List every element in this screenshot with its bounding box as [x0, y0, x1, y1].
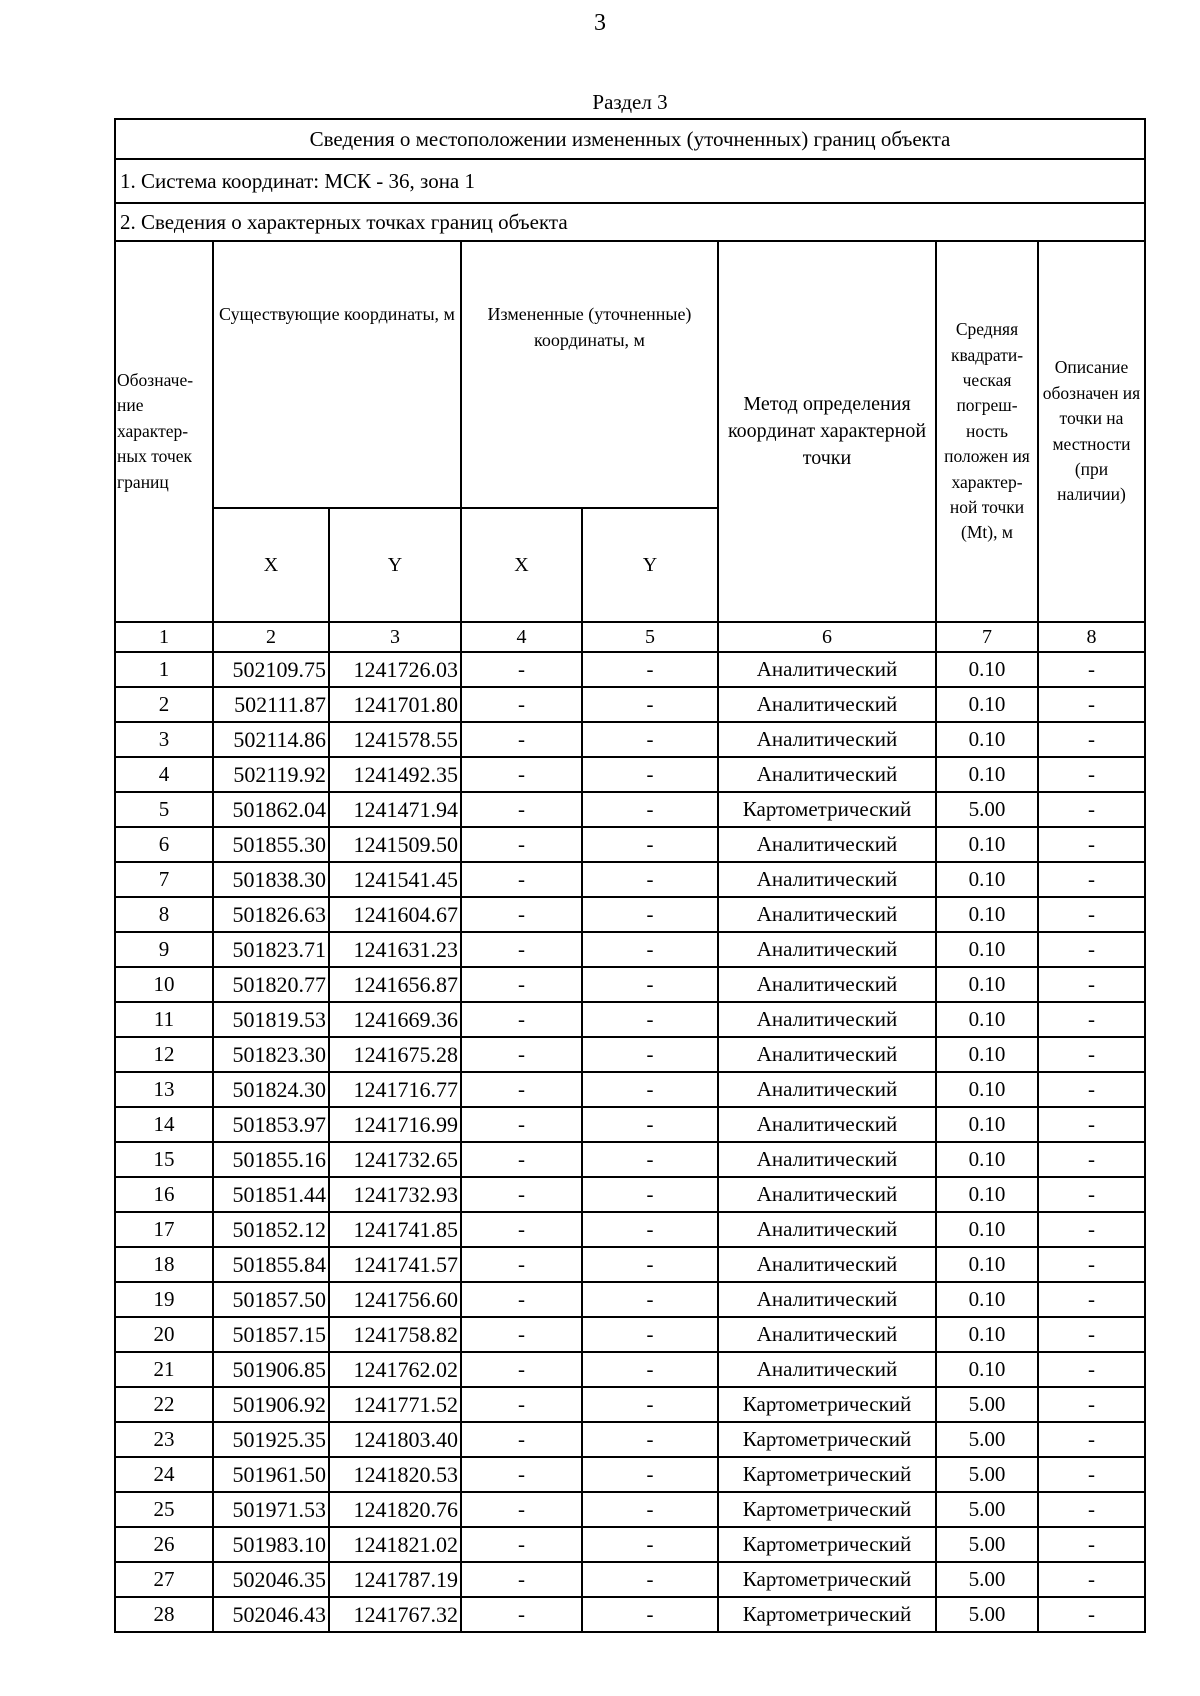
method: Аналитический [718, 757, 936, 792]
point-description: - [1038, 1282, 1145, 1317]
method: Аналитический [718, 652, 936, 687]
changed-y: - [582, 652, 718, 687]
changed-y: - [582, 1072, 718, 1107]
existing-y: 1241771.52 [329, 1387, 461, 1422]
existing-y: 1241732.65 [329, 1142, 461, 1177]
changed-y: - [582, 1457, 718, 1492]
point-number: 1 [115, 652, 213, 687]
column-number: 7 [936, 622, 1038, 652]
changed-x: - [461, 1457, 582, 1492]
point-number: 10 [115, 967, 213, 1002]
point-description: - [1038, 897, 1145, 932]
changed-y: - [582, 1107, 718, 1142]
mean-square-error: 5.00 [936, 1492, 1038, 1527]
mean-square-error: 0.10 [936, 897, 1038, 932]
point-description: - [1038, 652, 1145, 687]
method: Картометрический [718, 792, 936, 827]
point-number: 15 [115, 1142, 213, 1177]
point-number: 20 [115, 1317, 213, 1352]
existing-y: 1241767.32 [329, 1597, 461, 1632]
mean-square-error: 0.10 [936, 1037, 1038, 1072]
point-description: - [1038, 1317, 1145, 1352]
point-number: 13 [115, 1072, 213, 1107]
changed-y: - [582, 827, 718, 862]
existing-y: 1241741.57 [329, 1247, 461, 1282]
coordinate-system: 1. Система координат: МСК - 36, зона 1 [115, 159, 1145, 203]
header-x-changed: X [461, 508, 582, 622]
header-y-changed: Y [582, 508, 718, 622]
existing-x: 501852.12 [213, 1212, 329, 1247]
point-number: 19 [115, 1282, 213, 1317]
table-row [115, 1107, 1145, 1142]
table-row [115, 932, 1145, 967]
changed-y: - [582, 757, 718, 792]
column-number: 5 [582, 622, 718, 652]
table-row [115, 1212, 1145, 1247]
section-title: Раздел 3 [592, 90, 668, 114]
changed-x: - [461, 1247, 582, 1282]
point-number: 2 [115, 687, 213, 722]
existing-x: 502046.43 [213, 1597, 329, 1632]
point-number: 27 [115, 1562, 213, 1597]
mean-square-error: 0.10 [936, 1282, 1038, 1317]
mean-square-error: 0.10 [936, 652, 1038, 687]
changed-x: - [461, 1002, 582, 1037]
mean-square-error: 0.10 [936, 1002, 1038, 1037]
point-description: - [1038, 1597, 1145, 1632]
existing-x: 501961.50 [213, 1457, 329, 1492]
mean-square-error: 0.10 [936, 687, 1038, 722]
existing-y: 1241716.99 [329, 1107, 461, 1142]
header-point-label: Обозначе-ние характер-ных точек границ [115, 241, 213, 622]
existing-x: 501824.30 [213, 1072, 329, 1107]
header-error: Средняя квадрати-ческая погреш-ность положен ия характер-ной точки (Mt), м [936, 241, 1038, 622]
table-row [115, 1317, 1145, 1352]
changed-y: - [582, 967, 718, 1002]
changed-x: - [461, 1037, 582, 1072]
header-x-existing: X [213, 508, 329, 622]
point-description: - [1038, 1562, 1145, 1597]
changed-y: - [582, 1422, 718, 1457]
point-number: 6 [115, 827, 213, 862]
changed-x: - [461, 1352, 582, 1387]
existing-y: 1241741.85 [329, 1212, 461, 1247]
existing-y: 1241820.53 [329, 1457, 461, 1492]
column-number: 4 [461, 622, 582, 652]
changed-y: - [582, 1247, 718, 1282]
point-number: 14 [115, 1107, 213, 1142]
point-description: - [1038, 1177, 1145, 1212]
mean-square-error: 0.10 [936, 862, 1038, 897]
table-row [115, 1422, 1145, 1457]
changed-x: - [461, 827, 582, 862]
existing-x: 501823.71 [213, 932, 329, 967]
existing-x: 501855.16 [213, 1142, 329, 1177]
changed-x: - [461, 792, 582, 827]
existing-y: 1241541.45 [329, 862, 461, 897]
existing-y: 1241701.80 [329, 687, 461, 722]
method: Картометрический [718, 1422, 936, 1457]
point-number: 24 [115, 1457, 213, 1492]
method: Картометрический [718, 1597, 936, 1632]
changed-y: - [582, 1562, 718, 1597]
table-row [115, 1037, 1145, 1072]
header-changed-coords: Измененные (уточненные) координаты, м [461, 241, 718, 508]
table-row [115, 1072, 1145, 1107]
table-row [115, 1562, 1145, 1597]
existing-y: 1241509.50 [329, 827, 461, 862]
table-row [115, 862, 1145, 897]
existing-y: 1241578.55 [329, 722, 461, 757]
column-number: 2 [213, 622, 329, 652]
existing-x: 501823.30 [213, 1037, 329, 1072]
existing-x: 501857.50 [213, 1282, 329, 1317]
point-description: - [1038, 1107, 1145, 1142]
method: Картометрический [718, 1562, 936, 1597]
existing-x: 501851.44 [213, 1177, 329, 1212]
point-description: - [1038, 1527, 1145, 1562]
changed-x: - [461, 652, 582, 687]
method: Картометрический [718, 1387, 936, 1422]
existing-x: 501862.04 [213, 792, 329, 827]
existing-y: 1241656.87 [329, 967, 461, 1002]
point-number: 22 [115, 1387, 213, 1422]
existing-y: 1241726.03 [329, 652, 461, 687]
mean-square-error: 5.00 [936, 1457, 1038, 1492]
point-description: - [1038, 1492, 1145, 1527]
point-description: - [1038, 1247, 1145, 1282]
method: Аналитический [718, 1177, 936, 1212]
mean-square-error: 0.10 [936, 1352, 1038, 1387]
point-description: - [1038, 1457, 1145, 1492]
changed-y: - [582, 722, 718, 757]
mean-square-error: 0.10 [936, 1107, 1038, 1142]
method: Аналитический [718, 967, 936, 1002]
method: Картометрический [718, 1492, 936, 1527]
existing-y: 1241716.77 [329, 1072, 461, 1107]
point-description: - [1038, 1072, 1145, 1107]
changed-y: - [582, 1037, 718, 1072]
changed-x: - [461, 1177, 582, 1212]
changed-x: - [461, 1282, 582, 1317]
existing-x: 501855.30 [213, 827, 329, 862]
mean-square-error: 5.00 [936, 1387, 1038, 1422]
changed-x: - [461, 1527, 582, 1562]
point-description: - [1038, 722, 1145, 757]
existing-x: 501983.10 [213, 1527, 329, 1562]
method: Картометрический [718, 1457, 936, 1492]
header-method: Метод определения координат характерной точки [718, 241, 936, 622]
existing-x: 502046.35 [213, 1562, 329, 1597]
point-number: 26 [115, 1527, 213, 1562]
changed-x: - [461, 932, 582, 967]
method: Аналитический [718, 932, 936, 967]
table-row [115, 1002, 1145, 1037]
changed-y: - [582, 1387, 718, 1422]
existing-y: 1241492.35 [329, 757, 461, 792]
mean-square-error: 5.00 [936, 792, 1038, 827]
mean-square-error: 0.10 [936, 932, 1038, 967]
header-description: Описание обозначен ия точки на местности (при наличии) [1038, 241, 1145, 622]
changed-x: - [461, 1072, 582, 1107]
changed-y: - [582, 932, 718, 967]
page-number: 3 [594, 10, 606, 36]
existing-x: 501857.15 [213, 1317, 329, 1352]
point-number: 4 [115, 757, 213, 792]
table-row [115, 687, 1145, 722]
point-number: 3 [115, 722, 213, 757]
existing-x: 502109.75 [213, 652, 329, 687]
changed-y: - [582, 1352, 718, 1387]
existing-x: 501820.77 [213, 967, 329, 1002]
point-number: 18 [115, 1247, 213, 1282]
table-row [115, 1492, 1145, 1527]
existing-x: 501838.30 [213, 862, 329, 897]
mean-square-error: 0.10 [936, 827, 1038, 862]
method: Аналитический [718, 897, 936, 932]
changed-y: - [582, 1212, 718, 1247]
table-row [115, 897, 1145, 932]
changed-x: - [461, 1142, 582, 1177]
changed-x: - [461, 1492, 582, 1527]
column-number: 1 [115, 622, 213, 652]
mean-square-error: 0.10 [936, 967, 1038, 1002]
point-number: 21 [115, 1352, 213, 1387]
existing-y: 1241669.36 [329, 1002, 461, 1037]
table-row [115, 1387, 1145, 1422]
point-number: 7 [115, 862, 213, 897]
method: Аналитический [718, 1107, 936, 1142]
point-number: 9 [115, 932, 213, 967]
existing-x: 501971.53 [213, 1492, 329, 1527]
changed-y: - [582, 1142, 718, 1177]
changed-x: - [461, 757, 582, 792]
existing-x: 502111.87 [213, 687, 329, 722]
table-row [115, 1527, 1145, 1562]
mean-square-error: 0.10 [936, 1142, 1038, 1177]
table-row [115, 1597, 1145, 1632]
point-description: - [1038, 1002, 1145, 1037]
existing-x: 501826.63 [213, 897, 329, 932]
method: Аналитический [718, 1142, 936, 1177]
changed-y: - [582, 1527, 718, 1562]
point-number: 23 [115, 1422, 213, 1457]
table-row [115, 1247, 1145, 1282]
mean-square-error: 5.00 [936, 1422, 1038, 1457]
method: Аналитический [718, 722, 936, 757]
changed-x: - [461, 1422, 582, 1457]
existing-y: 1241756.60 [329, 1282, 461, 1317]
point-description: - [1038, 827, 1145, 862]
existing-x: 501906.92 [213, 1387, 329, 1422]
point-number: 5 [115, 792, 213, 827]
table-row [115, 792, 1145, 827]
point-number: 16 [115, 1177, 213, 1212]
existing-y: 1241803.40 [329, 1422, 461, 1457]
changed-y: - [582, 792, 718, 827]
existing-y: 1241675.28 [329, 1037, 461, 1072]
existing-y: 1241604.67 [329, 897, 461, 932]
mean-square-error: 5.00 [936, 1562, 1038, 1597]
existing-y: 1241758.82 [329, 1317, 461, 1352]
existing-y: 1241821.02 [329, 1527, 461, 1562]
point-description: - [1038, 757, 1145, 792]
changed-x: - [461, 1107, 582, 1142]
changed-y: - [582, 1317, 718, 1352]
point-number: 8 [115, 897, 213, 932]
mean-square-error: 0.10 [936, 1212, 1038, 1247]
changed-y: - [582, 1597, 718, 1632]
mean-square-error: 5.00 [936, 1527, 1038, 1562]
header-y-existing: Y [329, 508, 461, 622]
method: Аналитический [718, 1317, 936, 1352]
existing-x: 502119.92 [213, 757, 329, 792]
mean-square-error: 0.10 [936, 722, 1038, 757]
changed-x: - [461, 687, 582, 722]
changed-x: - [461, 1597, 582, 1632]
existing-x: 501925.35 [213, 1422, 329, 1457]
changed-x: - [461, 722, 582, 757]
method: Аналитический [718, 1212, 936, 1247]
table-row [115, 967, 1145, 1002]
table-row [115, 722, 1145, 757]
existing-x: 502114.86 [213, 722, 329, 757]
column-number: 3 [329, 622, 461, 652]
point-number: 28 [115, 1597, 213, 1632]
table-row [115, 1177, 1145, 1212]
point-description: - [1038, 967, 1145, 1002]
point-number: 25 [115, 1492, 213, 1527]
method: Аналитический [718, 1282, 936, 1317]
point-description: - [1038, 862, 1145, 897]
changed-x: - [461, 1387, 582, 1422]
table-row [115, 1142, 1145, 1177]
existing-x: 501853.97 [213, 1107, 329, 1142]
table-row [115, 1457, 1145, 1492]
method: Аналитический [718, 1352, 936, 1387]
changed-y: - [582, 687, 718, 722]
point-description: - [1038, 1212, 1145, 1247]
point-description: - [1038, 1352, 1145, 1387]
mean-square-error: 0.10 [936, 1247, 1038, 1282]
mean-square-error: 0.10 [936, 1317, 1038, 1352]
method: Аналитический [718, 1037, 936, 1072]
point-description: - [1038, 687, 1145, 722]
table-row [115, 757, 1145, 792]
points-caption: 2. Сведения о характерных точках границ объекта [115, 203, 1145, 241]
column-number: 6 [718, 622, 936, 652]
method: Картометрический [718, 1527, 936, 1562]
existing-x: 501855.84 [213, 1247, 329, 1282]
changed-x: - [461, 1212, 582, 1247]
point-description: - [1038, 1142, 1145, 1177]
mean-square-error: 0.10 [936, 757, 1038, 792]
changed-x: - [461, 1562, 582, 1597]
existing-y: 1241732.93 [329, 1177, 461, 1212]
column-numbers-row [115, 622, 1145, 652]
changed-y: - [582, 897, 718, 932]
changed-x: - [461, 967, 582, 1002]
point-number: 11 [115, 1002, 213, 1037]
method: Аналитический [718, 862, 936, 897]
table-row [115, 827, 1145, 862]
changed-y: - [582, 862, 718, 897]
changed-y: - [582, 1002, 718, 1037]
existing-y: 1241820.76 [329, 1492, 461, 1527]
mean-square-error: 5.00 [936, 1597, 1038, 1632]
header-existing-coords: Существующие координаты, м [213, 241, 461, 508]
point-number: 12 [115, 1037, 213, 1072]
table-row [115, 652, 1145, 687]
mean-square-error: 0.10 [936, 1072, 1038, 1107]
mean-square-error: 0.10 [936, 1177, 1038, 1212]
existing-x: 501819.53 [213, 1002, 329, 1037]
existing-y: 1241471.94 [329, 792, 461, 827]
existing-y: 1241631.23 [329, 932, 461, 967]
method: Аналитический [718, 827, 936, 862]
method: Аналитический [718, 1247, 936, 1282]
method: Аналитический [718, 1072, 936, 1107]
table-row [115, 1352, 1145, 1387]
method: Аналитический [718, 1002, 936, 1037]
changed-y: - [582, 1492, 718, 1527]
table-row [115, 1282, 1145, 1317]
boundary-points-table [114, 118, 1146, 1633]
existing-x: 501906.85 [213, 1352, 329, 1387]
changed-x: - [461, 1317, 582, 1352]
point-description: - [1038, 1422, 1145, 1457]
existing-y: 1241787.19 [329, 1562, 461, 1597]
existing-y: 1241762.02 [329, 1352, 461, 1387]
point-description: - [1038, 792, 1145, 827]
table-title: Сведения о местоположении измененных (уточненных) границ объекта [115, 119, 1145, 159]
point-description: - [1038, 932, 1145, 967]
point-number: 17 [115, 1212, 213, 1247]
method: Аналитический [718, 687, 936, 722]
point-description: - [1038, 1387, 1145, 1422]
changed-x: - [461, 897, 582, 932]
changed-y: - [582, 1177, 718, 1212]
column-number: 8 [1038, 622, 1145, 652]
point-description: - [1038, 1037, 1145, 1072]
changed-y: - [582, 1282, 718, 1317]
changed-x: - [461, 862, 582, 897]
